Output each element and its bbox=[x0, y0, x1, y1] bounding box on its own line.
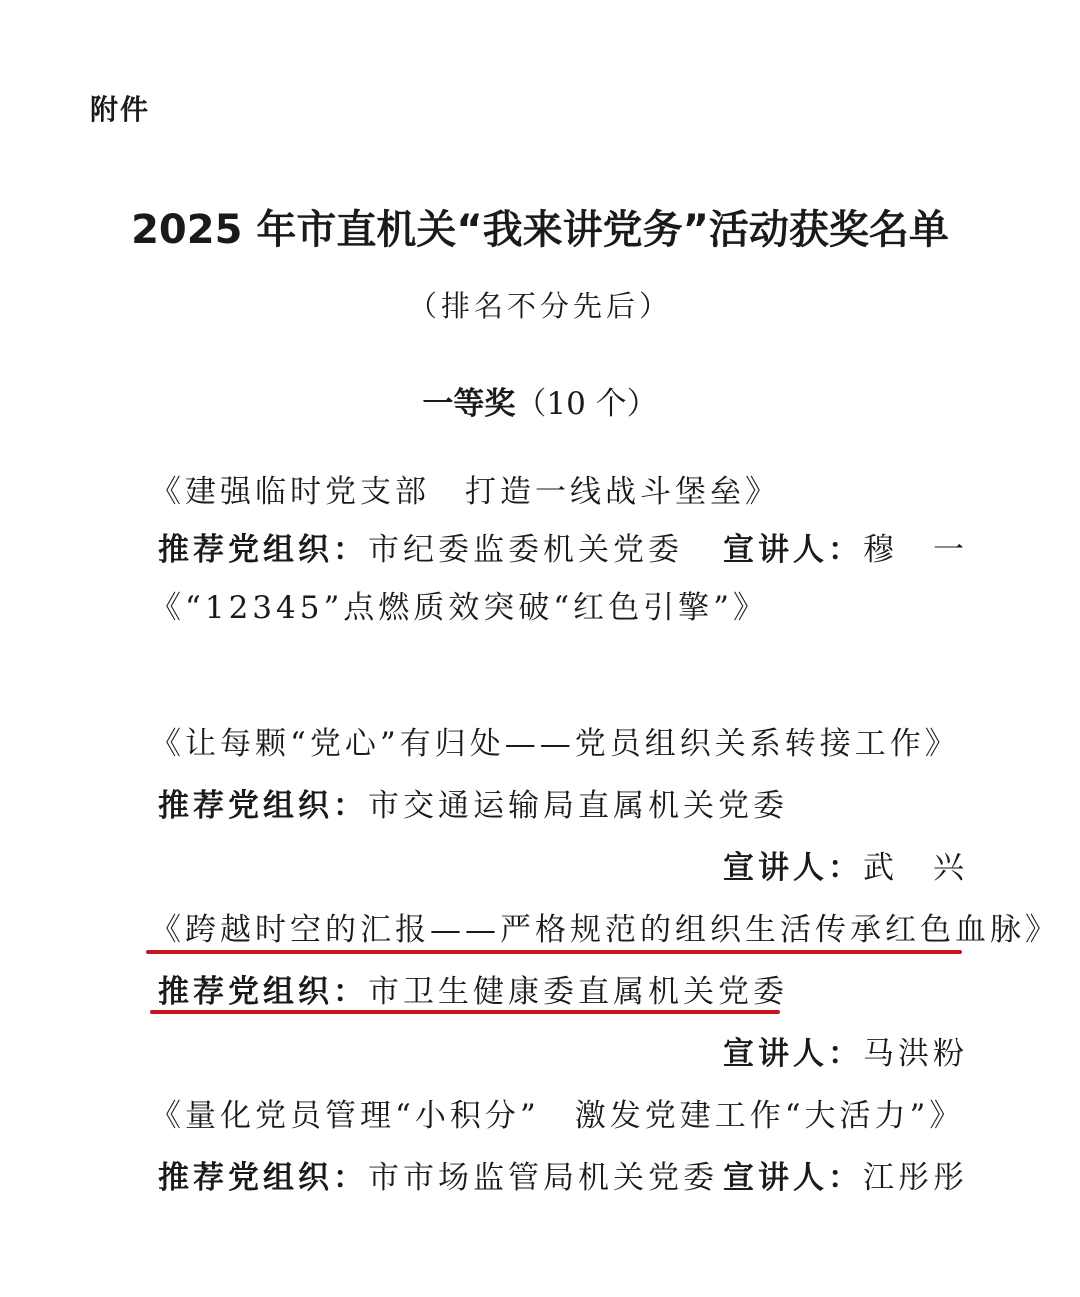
speaker-name: 穆 一 bbox=[863, 532, 968, 568]
org-label: 推荐党组织： bbox=[158, 974, 368, 1010]
speaker-name: 马洪粉 bbox=[863, 1036, 968, 1072]
org-label: 推荐党组织： bbox=[158, 788, 368, 824]
entry-4-org bbox=[158, 966, 788, 1011]
speaker-label: 宣讲人： bbox=[723, 850, 863, 886]
org-label: 推荐党组织： bbox=[158, 1160, 368, 1196]
highlight-underline-org bbox=[150, 1010, 780, 1014]
entry-2-work-title: 《“12345”点燃质效突破“红色引擎”》 bbox=[150, 590, 769, 626]
entry-3-work-title: 《让每颗“党心”有归处——党员组织关系转接工作》 bbox=[150, 726, 960, 762]
speaker-label: 宣讲人： bbox=[723, 1160, 863, 1196]
speaker-name: 武 兴 bbox=[863, 850, 968, 886]
entry-1-speaker bbox=[723, 524, 968, 569]
speaker-label: 宣讲人： bbox=[723, 1036, 863, 1072]
entry-5-work-title: 《量化党员管理“小积分” 激发党建工作“大活力”》 bbox=[150, 1098, 965, 1134]
highlight-underline-work bbox=[146, 950, 962, 954]
page-title: 2025 年市直机关“我来讲党务”活动获奖名单 bbox=[131, 207, 949, 253]
org-name: 市交通运输局直属机关党委 bbox=[368, 788, 788, 824]
org-name: 市市场监管局机关党委 bbox=[368, 1160, 718, 1196]
entry-5-org bbox=[158, 1152, 718, 1197]
award-level: 一等奖 bbox=[422, 386, 516, 422]
org-name: 市卫生健康委直属机关党委 bbox=[368, 974, 788, 1010]
entry-1-work-title: 《建强临时党支部 打造一线战斗堡垒》 bbox=[150, 474, 780, 510]
page-subtitle: （排名不分先后） bbox=[407, 289, 672, 323]
award-count: （10 个） bbox=[515, 386, 658, 422]
speaker-name: 江彤彤 bbox=[863, 1160, 968, 1196]
speaker-label: 宣讲人： bbox=[723, 532, 863, 568]
org-label: 推荐党组织： bbox=[158, 532, 368, 568]
org-name: 市纪委监委机关党委 bbox=[368, 532, 683, 568]
award-heading bbox=[0, 378, 1080, 423]
entry-3-org bbox=[158, 780, 788, 825]
entry-1-org bbox=[158, 524, 683, 569]
attachment-label: 附件 bbox=[90, 93, 151, 126]
entry-5-speaker bbox=[723, 1152, 968, 1197]
entry-3-speaker bbox=[723, 842, 968, 887]
entry-4-speaker bbox=[723, 1028, 968, 1073]
entry-4-work-title: 《跨越时空的汇报——严格规范的组织生活传承红色血脉》 bbox=[150, 912, 1060, 948]
